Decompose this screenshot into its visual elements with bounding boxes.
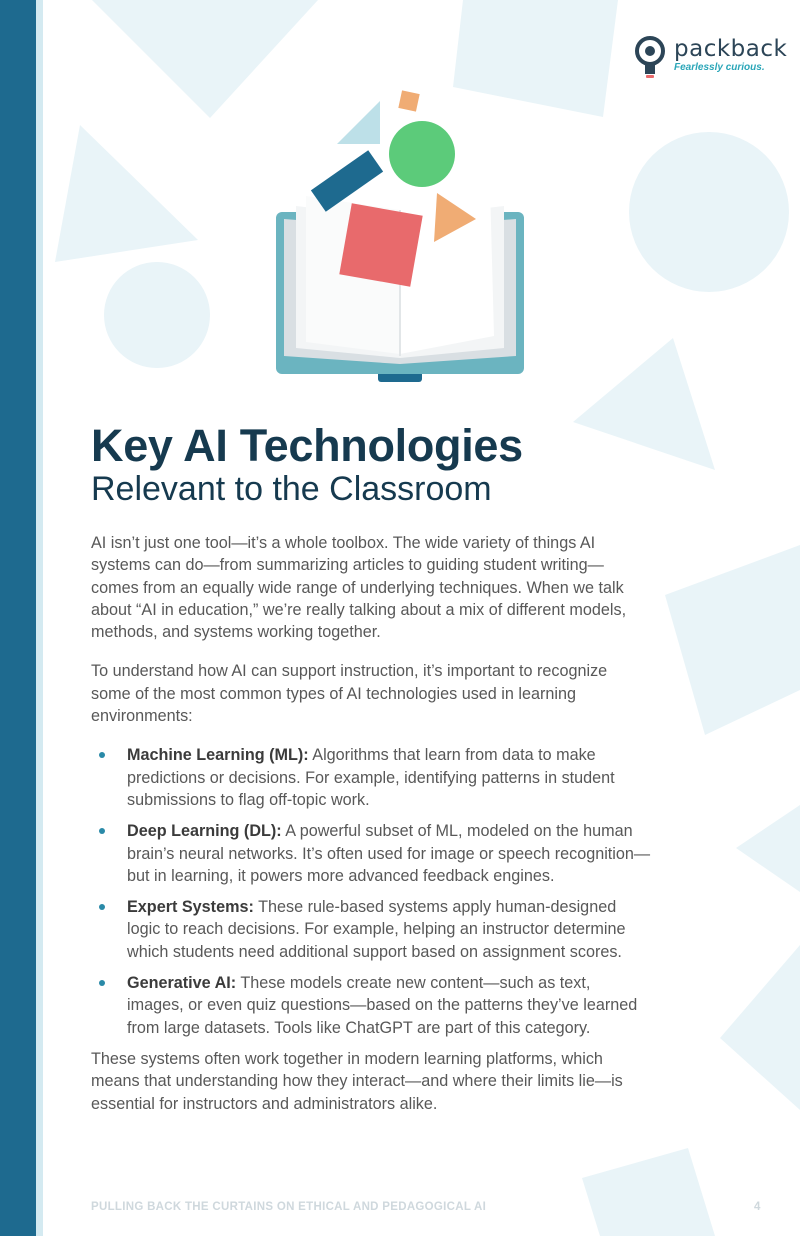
bullet-icon (99, 980, 105, 986)
term-description: Algorithms that learn from data to make predictions or decisions. For example, identifying patterns in student submissions to flag off-topic work. (127, 746, 615, 809)
closing-paragraph: These systems often work together in modern learning platforms, which means that understanding how they interact—and where their limits lie—is essential for instructors and administrators alike. (91, 1049, 623, 1113)
list-item (91, 744, 651, 811)
term-label: Deep Learning (DL): (127, 822, 282, 841)
packback-bulb-icon (634, 36, 666, 80)
term-label: Generative AI: (127, 974, 237, 993)
logo-wordmark: packback (674, 36, 788, 62)
list-item (91, 972, 651, 1039)
bullet-icon (99, 828, 105, 834)
term-description: These models create new content—such as text, images, or even quiz questions—based on the patterns they’ve learned from large datasets. Tools like ChatGPT are part of this category. (127, 974, 638, 1037)
footer-document-title: PULLING BACK THE CURTAINS ON ETHICAL AND PEDAGOGICAL AI (91, 1201, 487, 1213)
open-book-illustration (270, 86, 530, 386)
technology-list (91, 744, 651, 1039)
term-label: Machine Learning (ML): (127, 746, 309, 765)
page-number: 4 (754, 1201, 761, 1213)
bullet-icon (99, 904, 105, 910)
intro-paragraph-1: AI isn’t just one tool—it’s a whole toolbox. The wide variety of things AI systems can do—from summarizing articles to guiding student writing—comes from an equally wide range of underlying techniques. When we talk about “AI in education,” we’re really talking about a mix of different models, methods, and systems working together. (91, 534, 627, 642)
list-item (91, 896, 651, 963)
body-text (91, 532, 651, 1132)
page-subtitle: Relevant to the Classroom (91, 470, 492, 508)
intro-paragraph-2: To understand how AI can support instruction, it’s important to recognize some of the most common types of AI technologies used in learning environments: (91, 662, 608, 726)
term-description: These rule-based systems apply human-designed logic to reach decisions. For example, helping an instructor determine which students need additional support based on assignment scores. (127, 898, 626, 961)
list-item (91, 820, 651, 887)
term-label: Expert Systems: (127, 898, 254, 917)
page-title: Key AI Technologies (91, 420, 523, 471)
packback-logo (634, 36, 788, 80)
term-description: A powerful subset of ML, modeled on the human brain’s neural networks. It’s often used for image or speech recognition—but in learning, it powers more advanced feedback engines. (127, 822, 651, 885)
logo-tagline: Fearlessly curious. (674, 62, 765, 73)
bullet-icon (99, 752, 105, 758)
